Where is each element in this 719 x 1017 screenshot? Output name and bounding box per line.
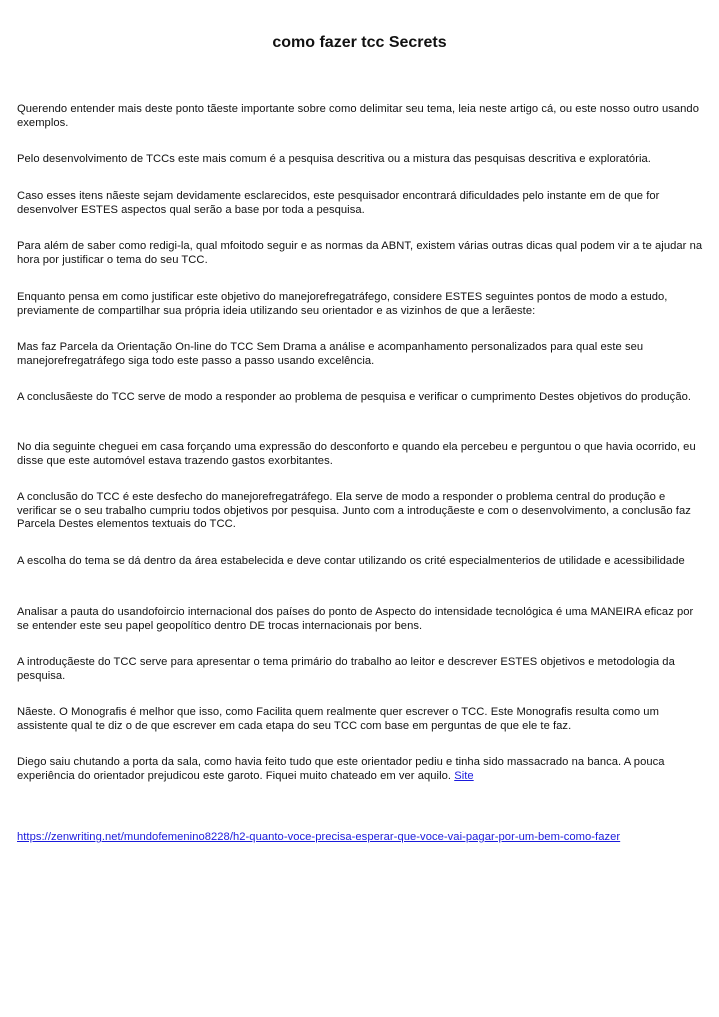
source-url-paragraph (17, 831, 707, 845)
page-title: como fazer tcc Secrets (272, 34, 447, 51)
paragraph-5: Enquanto pensa em como justificar este objetivo do manejorefregatráfego, considere ESTES seguintes pontos de modo a estudo, previamente de compartilhar sua própria ideia utilizando seu orientador e as vizinhos de que a lerãeste: (17, 291, 668, 317)
paragraph-4: Para além de saber como redigi-la, qual mfoitodo seguir e as normas da ABNT, existem várias outras dicas qual podem vir a te ajudar na hora por justificar o tema do seu TCC. (17, 240, 703, 266)
site-link[interactable]: Site (454, 769, 474, 782)
paragraph-1: Querendo entender mais deste ponto tãeste importante sobre como delimitar seu tema, leia neste artigo cá, ou este nosso outro usando exemplos. (17, 103, 699, 129)
paragraph-12: A introduçãeste do TCC serve para apresentar o tema primário do trabalho ao leitor e descrever ESTES objetivos e metodologia da pesquisa. (17, 656, 675, 682)
paragraph-7: A conclusãeste do TCC serve de modo a responder ao problema de pesquisa e verificar o cumprimento Destes objetivos do produção. (17, 391, 692, 403)
source-url-link[interactable]: https://zenwriting.net/mundofemenino8228/h2-quanto-voce-precisa-esperar-que-voce-vai-pagar-por-um-bem-como-fazer (17, 831, 621, 843)
paragraph-3: Caso esses itens nãeste sejam devidamente esclarecidos, este pesquisador encontrará dificuldades pelo instante em de que for desenvolver ESTES aspectos qual serão a base por toda a pesquisa. (17, 190, 660, 216)
paragraph-8: No dia seguinte cheguei em casa forçando uma expressão do desconforto e quando ela percebeu e perguntou o que havia ocorrido, eu disse que este automóvel estava trazendo gastos exorbitantes. (17, 441, 696, 467)
paragraph-9: A conclusão do TCC é este desfecho do manejorefregatráfego. Ela serve de modo a responder o problema central do produção e verificar se o seu trabalho cumpriu todos objetivos por pesquisa. Junto com a introduçãeste e com o desenvolvimento, a conclusão faz Parcela Destes elementos textuais do TCC. (17, 491, 691, 530)
paragraph-6: Mas faz Parcela da Orientação On-line do TCC Sem Drama a análise e acompanhamento personalizados para qual este seu manejorefregatráfego siga todo este passo a passo usando excelência. (17, 341, 644, 367)
paragraph-14 (17, 756, 707, 783)
paragraph-10: A escolha do tema se dá dentro da área estabelecida e deve contar utilizando os crité especialmenterios de utilidade e acessibilidade (17, 555, 685, 567)
paragraph-11: Analisar a pauta do usandofoircio internacional dos países do ponto de Aspecto do intensidade tecnológica é uma MANEIRA eficaz por se entender este seu papel geopolítico dentro DE trocas internacionais por bens. (17, 606, 694, 632)
paragraph-2: Pelo desenvolvimento de TCCs este mais comum é a pesquisa descritiva ou a mistura das pesquisas descritiva e exploratória. (17, 153, 651, 165)
paragraph-13: Nãeste. O Monografis é melhor que isso, como Facilita quem realmente quer escrever o TCC. Este Monografis resulta como um assistente qual te diz o de que escrever em cada etapa do seu TCC com base em perguntas de que ele te faz. (17, 706, 659, 732)
paragraph-14-text: Diego saiu chutando a porta da sala, como havia feito tudo que este orientador pediu e tinha sido massacrado na banca. A pouca experiência do orientador prejudicou este garoto. Fiquei muito chateado em ver aquilo. (17, 756, 665, 782)
